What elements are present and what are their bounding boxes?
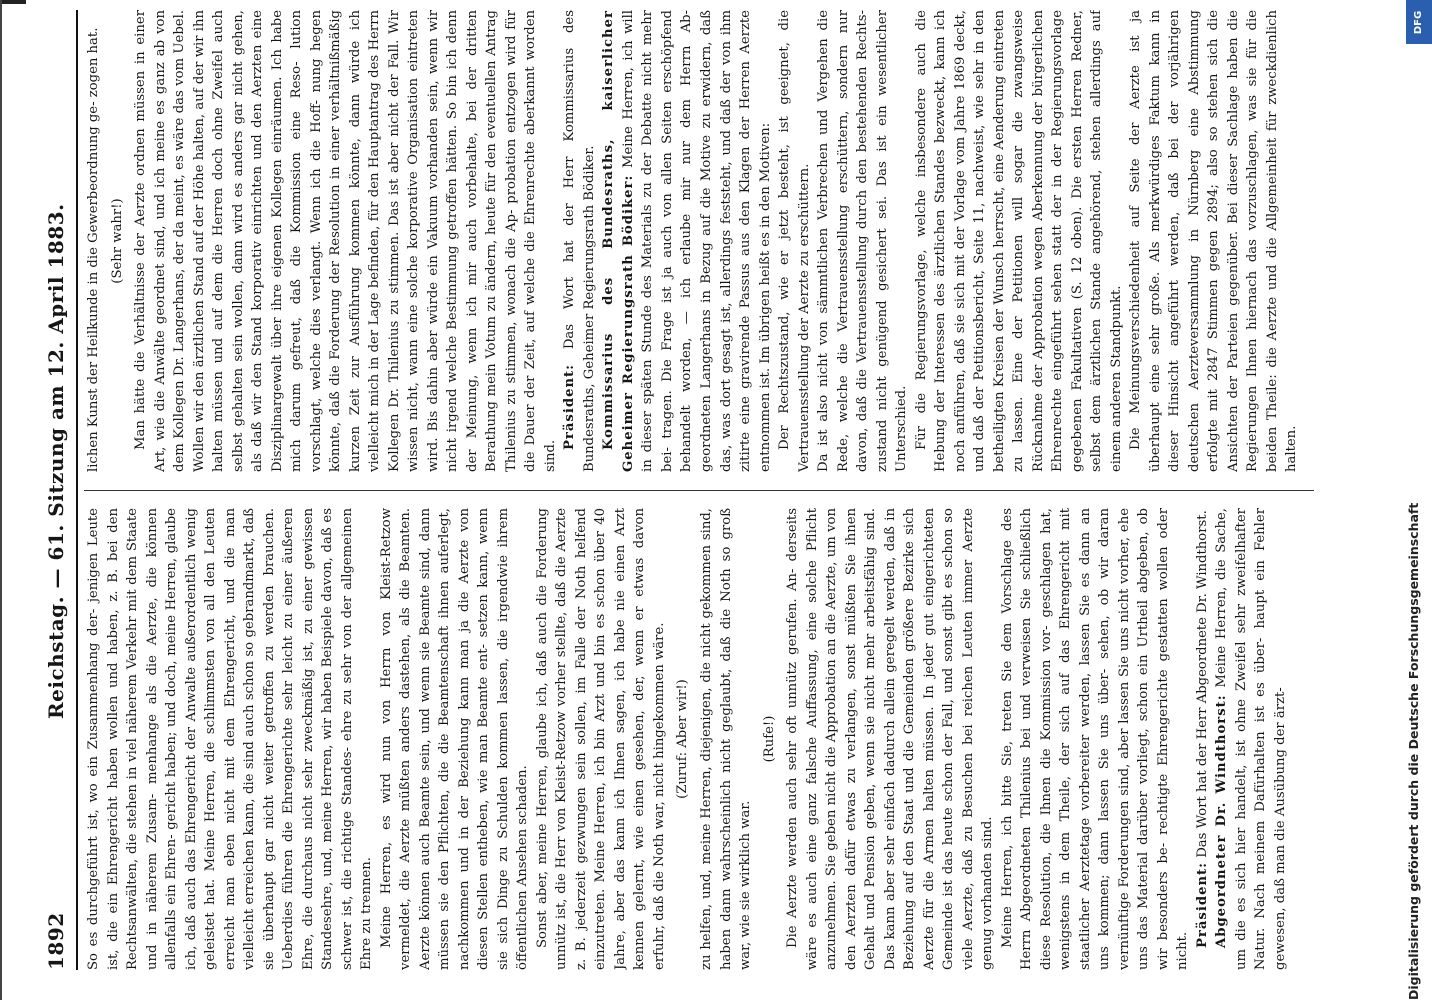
paragraph: So es durchgeführt ist, wo ein Zusammenhang der- jenigen Leute ist, die ein Ehrengericht haben wollen und haben, z. B. bei den Rechtsanwälten, die stehen in viel näherem Verkehr mit dem Staate und in näherem Zusam- menhange als die Aerzte, die können allenfalls ein Ehren- gericht haben; und doch, meine Herren, glaube ich, daß auch das Ehrengericht der Anwalte außerordentlich wenig geleistet hat. Meine Herren, die schlimmsten von all den Leuten erreicht man eben nicht mit dem Ehrengericht, und die man vielleicht erreichen kann, die sind auch schon so gebrandmarkt, daß sie überhaupt gar nicht weiter getroffen zu werden brauchen. Ueberdies führen die Ehrengerichte sehr leicht zu einer äußeren Ehre, die durchaus nicht sehr zweckmäßig ist, zu einer gewissen Standesehre, und, meine Herren, wir haben Beispiele davon, daß es schwer ist, die richtige Standes- ehre zu sehr von der allgemeinen Ehre zu trennen. [86, 508, 375, 970]
header-rule [76, 10, 78, 970]
interjection: (Sehr wahr!) [109, 198, 125, 284]
digitization-credit [1400, 0, 1426, 1000]
paragraph: Sonst aber, meine Herren, glaube ich, daß auch die Forderung unnütz ist, die Herr von Kleist-Retzow vorher stellte, daß die Aerzte z. B. jederzeit gezwungen sein sollen, im Falle der Noth helfend einzutreten. Meine Herren, ich bin Arzt und bin es schon über 40 Jahre, aber das kann ich Ihnen sagen, ich habe nie einen Arzt kennen gelernt, wie einen gesehen, der, wenn er etwas davon erfuhr, daß die Noth war, nicht hingekommen wäre. [534, 508, 667, 970]
column-rule [84, 490, 1314, 491]
dfg-logo-text: DFG [1413, 10, 1425, 34]
speaker-announcement: Präsident: Das Wort hat der Herr Abgeordnete Dr. Windthorst. [1194, 510, 1210, 948]
dfg-logo [1406, 0, 1432, 44]
paragraph: Kommissarius des Bundesraths, kaiserlicher Geheimer Regierungsrath Bödiker: Meine Herren, ich will in dieser späten Stunde des Materials zu der Debatte nicht mehr bei- tragen. Die Frage ist ja auch von allen Seiten erschöpfend behandelt worden, — ich erlaube mir nur dem Herrn Ab- geordneten Langerhans in Bezug auf die Motive zu erwidern, daß das, was dort gesagt ist, allerdings feststeht, und daß der von ihm zitirte eine gravirende Passus aus den Klagen der Herren Aerzte entnommen ist. Im übrigen heißt es in den Motiven: [601, 10, 773, 472]
speaker-label: Kommissarius des Bundesraths, kaiserlicher Geheimer Regierungsrath Bödiker: [601, 10, 636, 472]
page-title: Reichstag. — 61. Sitzung am 12. April 1883. [44, 203, 68, 719]
left-column [84, 508, 1314, 970]
credit-text: Digitalisierung gefördert durch die Deutsche Forschungsgemeinschaft [1405, 502, 1421, 1000]
rotated-page [30, 10, 1350, 970]
paragraph: Abgeordneter Dr. Windthorst: Meine Herren, die Sache, um die es sich hier handelt, ist ohne Zweifel sehr zweifelhafter Natur. Nach meinem Dafürhalten ist es über- haupt ein Fehler gewesen, daß man die Ausübung der ärzt- [1214, 508, 1288, 970]
speaker-label: Präsident: [562, 363, 578, 450]
paragraph: zu helfen, und, meine Herren, diejenigen, die nicht gekommen sind, haben dann wahrscheinlich nicht geglaubt, daß die Noth so groß war, wie sie wirklich war. [698, 508, 754, 970]
speaker-label: Präsident: [1194, 861, 1210, 948]
right-column [84, 10, 1314, 472]
paragraph: Die Meinungsverschiedenheit auf Seite der Aerzte ist ja überhaupt eine sehr große. Als merkwürdiges Faktum kann in dieser Hinsicht angeführt werden, daß bei der vorjährigen deutschen Aerzteversammlung in Nürnberg eine Abstimmung erfolgte mit 2847 Stimmen gegen 2894; also so stehen sich die Ansichten der Parteien gegenüber. Bei dieser Sachlage haben die Regierungen Ihnen hiernach das vorzuschlagen, was sie für die beiden Theile: die Aerzte und die Allgemeinheit für zweckdienlich halten. [1128, 10, 1300, 472]
interjection: (Zuruf: Aber wir!) [675, 679, 691, 799]
paragraph: Für die Regierungsvorlage, welche insbesondere auch die Hebung der Interessen des ärztlichen Standes bezweckt, kann ich noch anführen, daß sie sich mit der Vorlage vom Jahre 1869 deckt, und daß der Petitionsbericht, Seite 11, nachweist, wie sehr in den betheiligten Kreisen der Wunsch herrscht, eine Aenderung eintreten zu lassen. Eine der Petitionen will sogar die zwangsweise Rücknahme der Approbation wegen Aberkennung der bürgerlichen Ehrenrechte eingeführt sehen statt der in der Regierungsvorlage gegebenen Fakultativen (S. 12 oben). Die ersten Herren Redner, selbst dem ärztlichen Stande angehörend, stehen allerdings auf einem anderen Standpunkt. [913, 10, 1124, 472]
page-number: 1892 [44, 912, 68, 970]
paragraph: Die Aerzte werden auch sehr oft unnütz gerufen. An- derseits wäre es auch eine ganz falsche Auffassung, eine solche Pflicht anzunehmen. Sie geben nicht die Approbation an die Aerzte, um von den Aerzten dafür etwas zu verlangen, sonst müßten Sie ihnen Gehalt und Pension geben, wenn sie nicht mehr arbeitsfähig sind. Das kann aber sehr einfach dadurch allein geregelt werden, daß in Beziehung auf den Staat und die Gemeinden größere Bezirke sich Aerzte für die Armen halten müssen. In jeder gut eingerichteten Gemeinde ist das heute schon der Fall, und sonst gibt es schon so viele Aerzte, daß zu Besuchen bei reichen Leuten immer Aerzte genug vorhanden sind. [785, 508, 996, 970]
paragraph: Meine Herren, es wird nun von Herrn von Kleist-Retzow vermeldet, die Aerzte müßten anders dastehen, als die Beamten. Aerzte können auch Beamte sein, und wenn sie Beamte sind, dann müssen sie den Pflichten, die die Beamtenschaft ihnen auferlegt, nachkommen und in der Beziehung kann man ja die Aerzte von diesen Stellen entheben, wie man Beamte ent- setzen kann, wenn sie sich Dinge zu Schulden kommen lassen, die irgendwie ihrem öffentlichen Ansehen schaden. [378, 508, 531, 970]
paragraph: Da ist also nicht von sämmtlichen Verbrechen und Vergehen die Rede, welche die Vertrauensstellung erschüttern, sondern nur davon, daß die Vertrauensstellung durch den bestehenden Rechts- zustand nicht genügend gesichert sei. Das ist ein wesentlicher Unterschied. [816, 10, 910, 472]
paragraph: Meine Herren, ich bitte Sie, treten Sie dem Vorschlage des Herrn Abgeordneten Thilenius bei und verweisen Sie schließlich diese Resolution, die Ihnen die Kommission vor- geschlagen hat, wenigstens in dem Theile, der sich auf das Ehrengericht mit staatlicher Aerztetage vorbereiter werden, lassen Sie es dann an uns kommen; dann lassen Sie uns über- sehen, ob wir daran vernünftige Forderungen sind, aber lassen Sie uns nicht vorher, ehe uns das Material darüber vorliegt, schon ein Urtheil abgeben, ob wir besonders be- rechtigte Ehrengerichte gestatten wollen oder nicht. [999, 508, 1191, 970]
speaker-label: Abgeordneter Dr. Windthorst: [1214, 694, 1230, 948]
running-head [30, 10, 74, 970]
scan-edge-line [0, 0, 2, 1000]
interjection: (Rufe!) [761, 715, 777, 763]
scan-corner-mark [0, 0, 26, 4]
speaker-announcement: Präsident: Das Wort hat der Herr Kommissarius des Bundesraths, Geheimer Regierungsrath Bödiker. [562, 10, 597, 472]
quotation: Der Rechtszustand, wie er jetzt besteht, ist geeignet, die Vertrauensstellung der Aerzte zu erschüttern. [777, 10, 812, 472]
paragraph: lichen Kunst der Heilkunde in die Gewerbeordnung ge- zogen hat. [86, 27, 101, 472]
paragraph: Man hätte die Verhältnisse der Aerzte ordnen müssen in einer Art, wie die Anwälte geordnet sind, und ich meine es ganz ab von dem Kollegen Dr. Langerhans, der da meint, es wäre das vom Uebel. Wollen wir den ärztlichen Stand auf der Höhe halten, auf der wir ihn halten müssen und auf dem die Herren doch ohne Zweifel auch selbst gehalten sein wollen, dann wird es anders gar nicht gehen, als daß wir den Stand korporativ einrichten und den Aerzten eine Disziplinargewalt über ihre eigenen Kollegen einräumen. Ich habe mich darum gefreut, daß die Kommission eine Reso- lution vorschlagt, welche dies verlangt. Wenn ich die Hoff- nung hegen könnte, daß die Forderung der Resolution in einer verhältnißmäßig kurzen Zeit zur Ausführung kommen könnte, dann würde ich vielleicht mich in der Lage befinden, für den Hauptantrag des Herrn Kollegen Dr. Thilenius zu stimmen. Das ist aber nicht der Fall. Wir wissen nicht, wann eine solche korporative Organisation eintreten wird. Bis dahin aber würde ein Vakuum vorhanden sein, wenn wir nicht irgend welche Bestimmung getroffen hätten. So bin ich denn der Meinung, wenn ich mir auch vorbehalte, bei der dritten Berathung mein Votum zu ändern, heute für den eventuellen Antrag Thilenius zu stimmen, wonach die Ap- probation entzogen wird für die Dauer der Zeit, auf welche die Ehrenrechte aberkannt worden sind. [133, 10, 558, 472]
